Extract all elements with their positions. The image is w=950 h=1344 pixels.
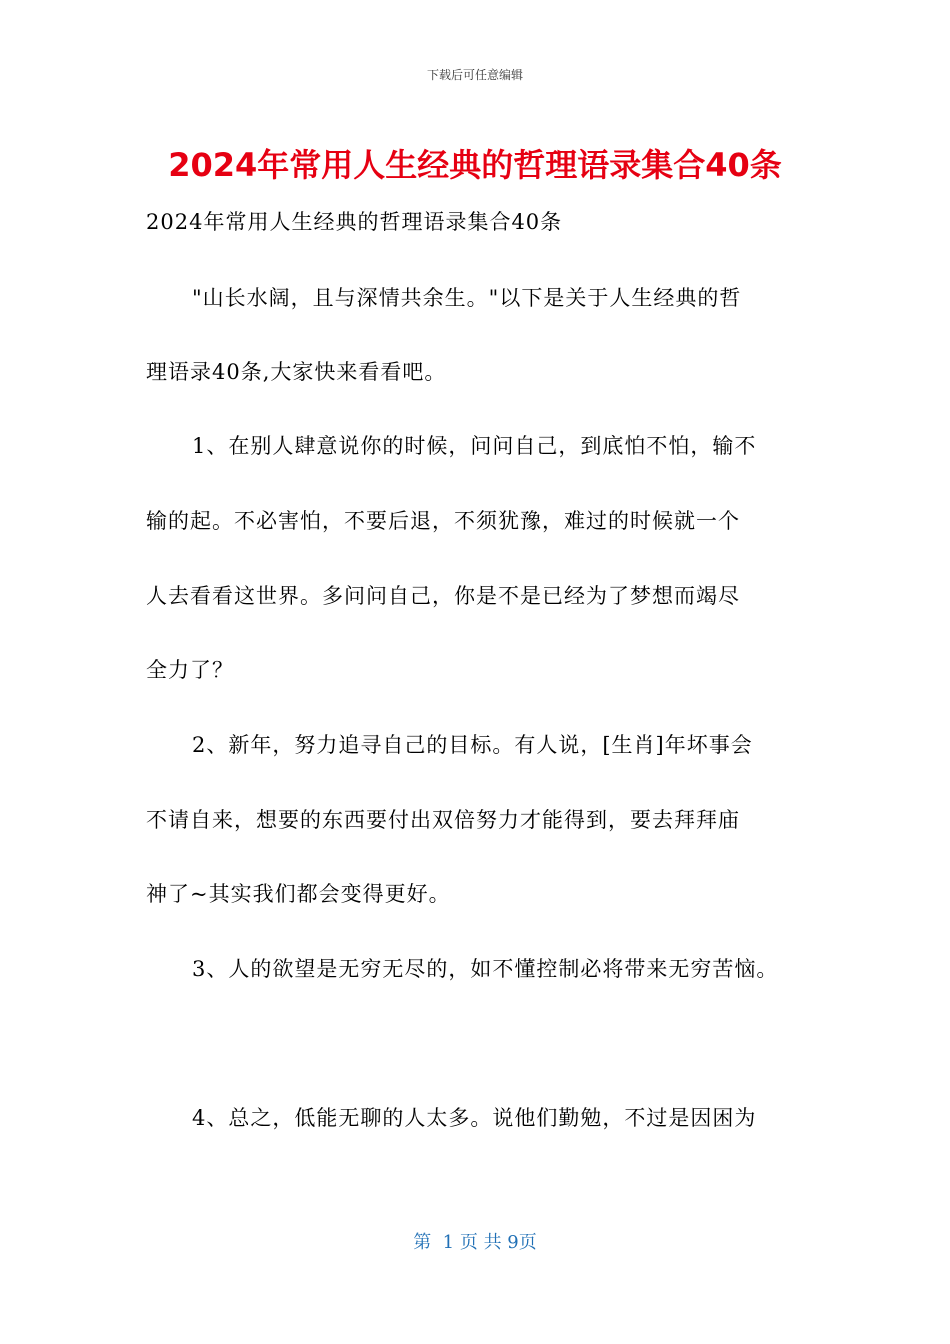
subtitle-line: 2024年常用人生经典的哲理语录集合40条 <box>146 210 563 234</box>
paragraph-line: 神了~其实我们都会变得更好。 <box>146 882 451 906</box>
document-title: 2024年常用人生经典的哲理语录集合40条 <box>168 146 782 184</box>
paragraph-line: 全力了？ <box>146 658 234 682</box>
paragraph-line: 3、人的欲望是无穷无尽的，如不懂控制必将带来无穷苦恼。 <box>192 957 779 981</box>
paragraph-line: 不请自来，想要的东西要付出双倍努力才能得到，要去拜拜庙 <box>146 808 740 832</box>
paragraph-line: 人去看看这世界。多问问自己，你是不是已经为了梦想而竭尽 <box>146 584 740 608</box>
paragraph-line: 1、在别人肆意说你的时候，问问自己，到底怕不怕，输不 <box>192 434 757 458</box>
paragraph-line: 2、新年，努力追寻自己的目标。有人说，[生肖]年坏事会 <box>192 733 753 757</box>
header-note: 下载后可任意编辑 <box>426 68 523 82</box>
paragraph-line: 输的起。不必害怕，不要后退，不须犹豫，难过的时候就一个 <box>146 509 740 533</box>
paragraph-line: "山长水阔，且与深情共余生。"以下是关于人生经典的哲 <box>192 286 742 310</box>
paragraph-line: 理语录40条,大家快来看看吧。 <box>146 360 447 384</box>
paragraph-line: 4、总之，低能无聊的人太多。说他们勤勉，不过是因困为 <box>192 1106 757 1130</box>
page-footer: 第 1 页 共 9页 <box>413 1232 537 1253</box>
